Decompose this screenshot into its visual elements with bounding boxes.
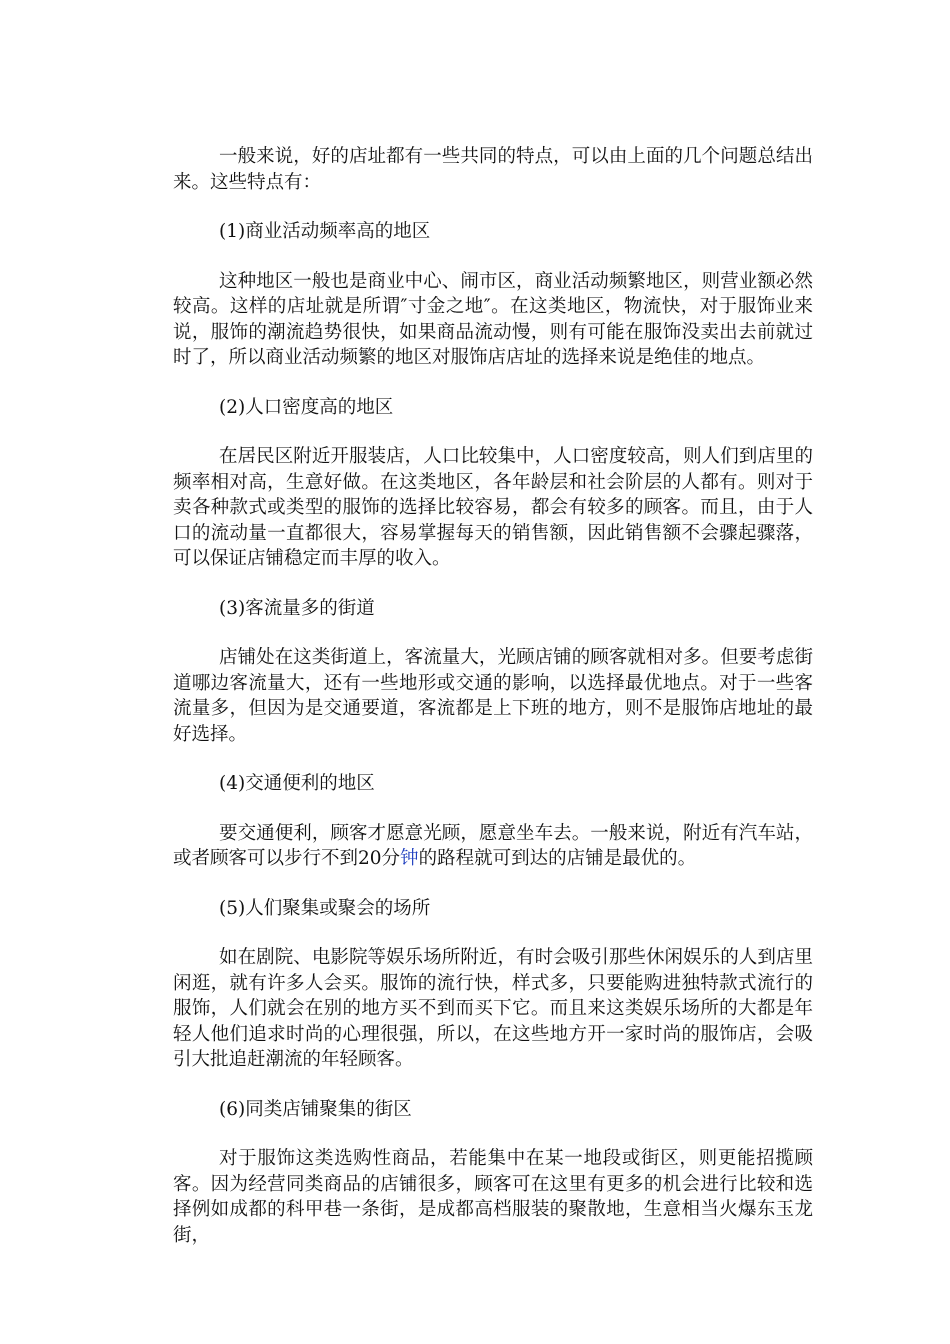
section-heading-5: (5)人们聚集或聚会的场所 — [219, 897, 431, 919]
section-body-4-text-before: 要交通便利，顾客才愿意光顾，愿意坐车去。一般来说，附近有汽车站，或者顾客可以步行不到20分 — [173, 822, 813, 869]
section-body-4-link[interactable]: 钟 — [400, 848, 419, 869]
section-body-6: 对于服饰这类选购性商品，若能集中在某一地段或街区，则更能招揽顾客。因为经营同类商品的店铺很多，顾客可在这里有更多的机会进行比较和选择例如成都的科甲巷一条街，是成都高档服装的聚散地，生意相当火爆东玉龙街， — [173, 1148, 813, 1246]
section-heading-6: (6)同类店铺聚集的街区 — [219, 1098, 412, 1120]
section-heading-4: (4)交通便利的地区 — [219, 773, 375, 794]
section-heading-1: (1)商业活动频率高的地区 — [219, 221, 431, 242]
section-heading-3: (3)客流量多的街道 — [219, 597, 375, 619]
section-body-5: 如在剧院、电影院等娱乐场所附近，有时会吸引那些休闲娱乐的人到店里闲逛，就有许多人会买。服饰的流行快，样式多，只要能购进独特款式流行的服饰，人们就会在别的地方买不到而买下它。而且来这类娱乐场所的大都是年轻人他们追求时尚的心理很强，所以，在这些地方开一家时尚的服饰店，会吸引大批追赶潮流的年轻顾客。 — [173, 947, 813, 1070]
section-body-2: 在居民区附近开服装店，人口比较集中，人口密度较高，则人们到店里的频率相对高，生意好做。在这类地区，各年龄层和社会阶层的人都有。则对于卖各种款式或类型的服饰的选择比较容易，都会有较多的顾客。而且，由于人口的流动量一直都很大，容易掌握每天的销售额，因此销售额不会骤起骤落，可以保证店铺稳定而丰厚的收入。 — [173, 446, 813, 569]
section-heading-2: (2)人口密度高的地区 — [219, 396, 394, 418]
intro-paragraph: 一般来说，好的店址都有一些共同的特点，可以由上面的几个问题总结出来。这些特点有： — [173, 146, 813, 193]
document-body — [173, 144, 813, 1272]
section-body-3: 店铺处在这类街道上，客流量大，光顾店铺的顾客就相对多。但要考虑街道哪边客流量大，还有一些地形或交通的影响，以选择最优地点。对于一些客流量多，但因为是交通要道，客流都是上下班的地方，则不是服饰店地址的最好选择。 — [173, 647, 813, 745]
section-body-1: 这种地区一般也是商业中心、闹市区，商业活动频繁地区，则营业额必然较高。这样的店址就是所谓″寸金之地″。在这类地区，物流快，对于服饰业来说，服饰的潮流趋势很快，如果商品流动慢，则有可能在服饰没卖出去前就过时了，所以商业活动频繁的地区对服饰店店址的选择来说是绝佳的地点。 — [173, 270, 813, 368]
section-body-4 — [173, 821, 813, 872]
section-body-4-text-after: 的路程就可到达的店铺是最优的。 — [418, 848, 697, 869]
